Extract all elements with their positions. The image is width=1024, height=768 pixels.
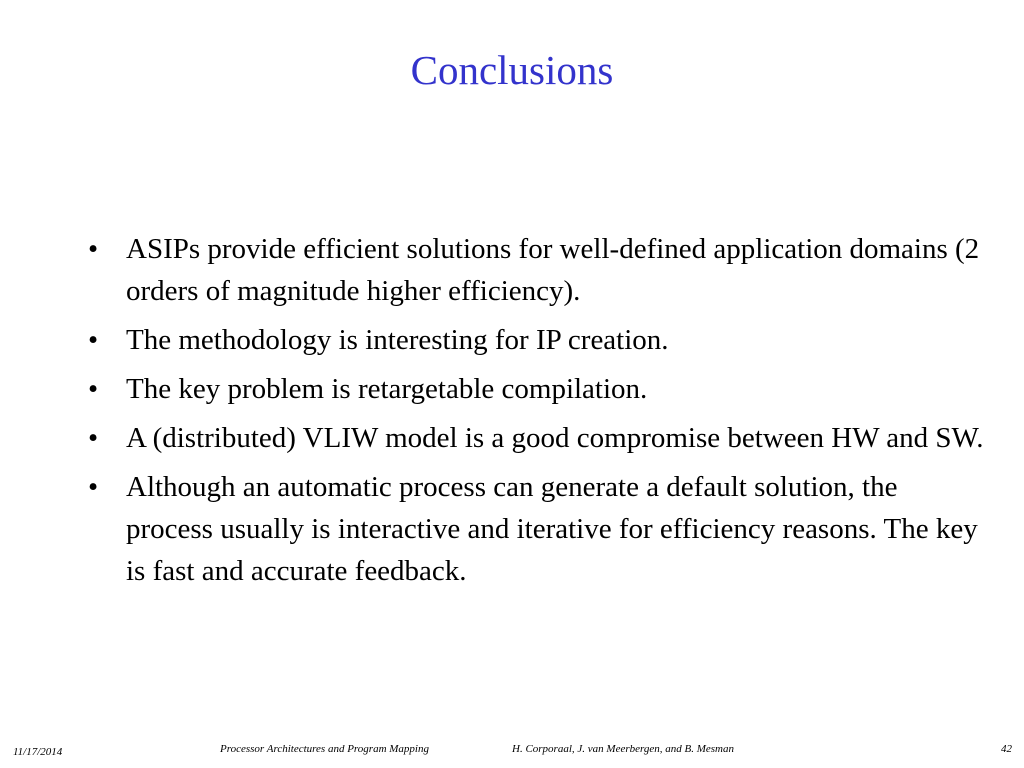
bullet-icon: • bbox=[88, 422, 99, 454]
bullet-icon: • bbox=[88, 471, 99, 503]
footer-authors: H. Corporaal, J. van Meerbergen, and B. Mesman bbox=[512, 743, 734, 755]
bullet-item bbox=[84, 466, 984, 592]
bullet-item bbox=[84, 319, 984, 361]
bullet-list bbox=[84, 228, 984, 599]
page-number: 42 bbox=[1001, 743, 1012, 755]
bullet-item bbox=[84, 417, 984, 459]
footer-course-title: Processor Architectures and Program Mapping bbox=[220, 743, 429, 755]
bullet-item bbox=[84, 368, 984, 410]
bullet-text: A (distributed) VLIW model is a good compromise between HW and SW. bbox=[126, 422, 984, 454]
bullet-icon: • bbox=[88, 233, 99, 265]
bullet-text: The methodology is interesting for IP creation. bbox=[126, 324, 669, 356]
bullet-icon: • bbox=[88, 324, 99, 356]
bullet-icon: • bbox=[88, 373, 99, 405]
bullet-text: The key problem is retargetable compilation. bbox=[126, 373, 648, 405]
footer-date: 11/17/2014 bbox=[13, 746, 63, 758]
bullet-text: ASIPs provide efficient solutions for well-defined application domains (2 orders of magnitude higher efficiency). bbox=[126, 233, 980, 307]
slide-title: Conclusions bbox=[410, 47, 614, 93]
bullet-text: Although an automatic process can generate a default solution, the process usually is interactive and iterative for efficiency reasons. The key is fast and accurate feedback. bbox=[126, 471, 978, 587]
bullet-item bbox=[84, 228, 984, 312]
